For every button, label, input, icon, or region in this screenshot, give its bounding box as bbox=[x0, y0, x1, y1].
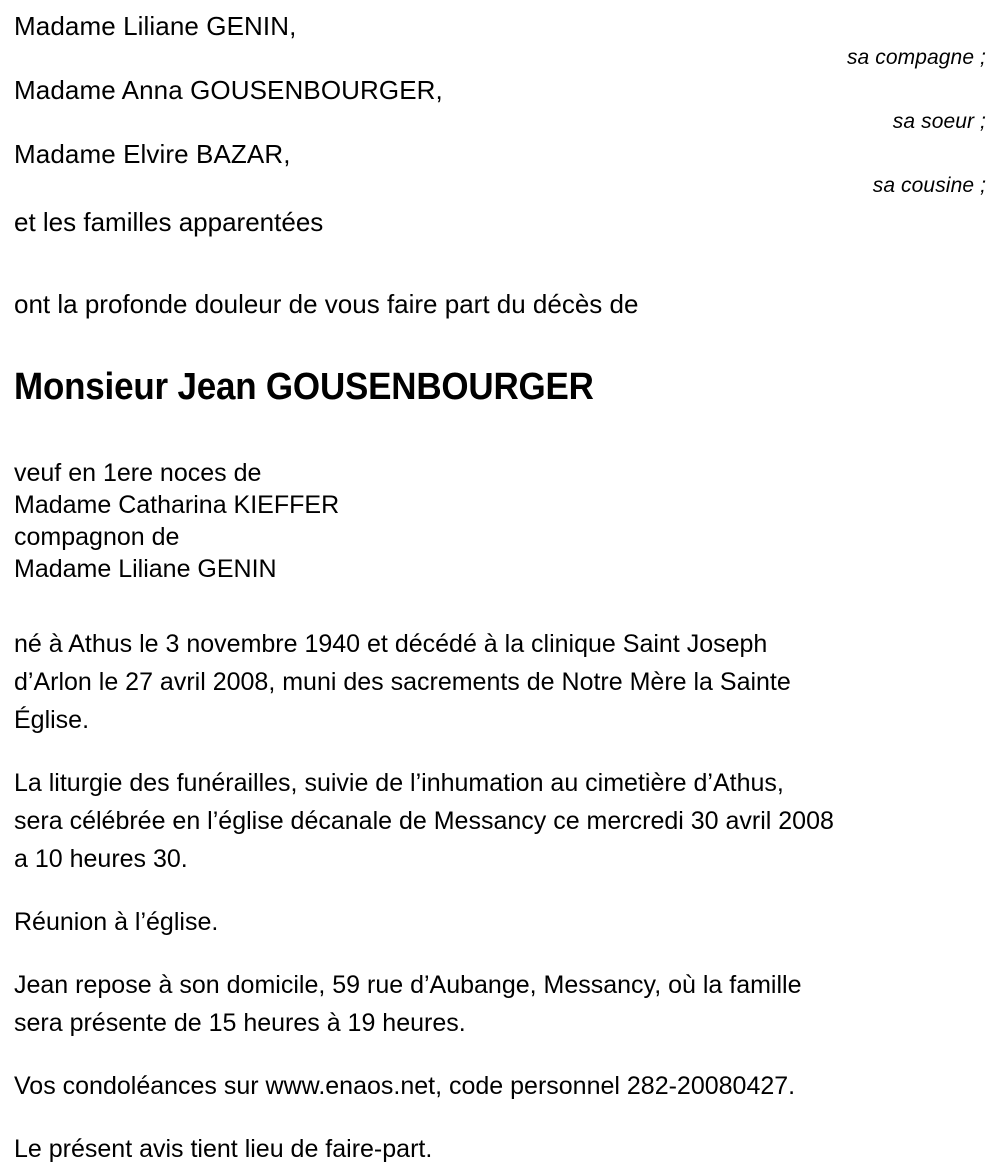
repose-paragraph bbox=[14, 966, 990, 1042]
deceased-name-heading: Monsieur Jean GOUSENBOURGER bbox=[14, 366, 594, 408]
mourner-relation: sa compagne ; bbox=[846, 46, 986, 69]
mourner-entry bbox=[14, 137, 990, 201]
marital-status-line: Madame Catharina KIEFFER bbox=[14, 491, 340, 519]
marital-status-block bbox=[14, 457, 990, 585]
birth-and-death-paragraph bbox=[14, 625, 990, 739]
mourner-entry bbox=[14, 9, 990, 73]
birth-death-line: Église. bbox=[14, 706, 90, 734]
mourner-name: Madame Liliane GENIN, bbox=[14, 11, 297, 41]
condolences-paragraph: Vos condoléances sur www.enaos.net, code personnel 282-20080427. bbox=[14, 1072, 796, 1100]
mourner-entry bbox=[14, 73, 990, 137]
liturgy-line: La liturgie des funérailles, suivie de l’inhumation au cimetière d’Athus, bbox=[14, 769, 784, 797]
announcement-intro-line: ont la profonde douleur de vous faire part du décès de bbox=[14, 289, 639, 319]
closing-paragraph: Le présent avis tient lieu de faire-part. bbox=[14, 1135, 433, 1163]
mourner-relation: sa soeur ; bbox=[892, 110, 986, 133]
mourner-name: Madame Elvire BAZAR, bbox=[14, 139, 291, 169]
mourner-relation: sa cousine ; bbox=[872, 174, 986, 197]
mourner-name: Madame Anna GOUSENBOURGER, bbox=[14, 75, 443, 105]
related-families-line: et les familles apparentées bbox=[14, 207, 324, 237]
marital-status-line: compagnon de bbox=[14, 523, 180, 551]
repose-line: Jean repose à son domicile, 59 rue d’Aubange, Messancy, où la famille bbox=[14, 971, 802, 999]
gathering-paragraph: Réunion à l’église. bbox=[14, 908, 219, 936]
marital-status-line: Madame Liliane GENIN bbox=[14, 555, 277, 583]
funeral-liturgy-paragraph bbox=[14, 764, 990, 878]
mourners-list bbox=[14, 0, 990, 239]
birth-death-line: d’Arlon le 27 avril 2008, muni des sacrements de Notre Mère la Sainte bbox=[14, 668, 791, 696]
liturgy-line: a 10 heures 30. bbox=[14, 845, 188, 873]
repose-line: sera présente de 15 heures à 19 heures. bbox=[14, 1009, 466, 1037]
marital-status-line: veuf en 1ere noces de bbox=[14, 459, 262, 487]
liturgy-line: sera célébrée en l’église décanale de Messancy ce mercredi 30 avril 2008 bbox=[14, 807, 834, 835]
birth-death-line: né à Athus le 3 novembre 1940 et décédé à la clinique Saint Joseph bbox=[14, 630, 768, 658]
